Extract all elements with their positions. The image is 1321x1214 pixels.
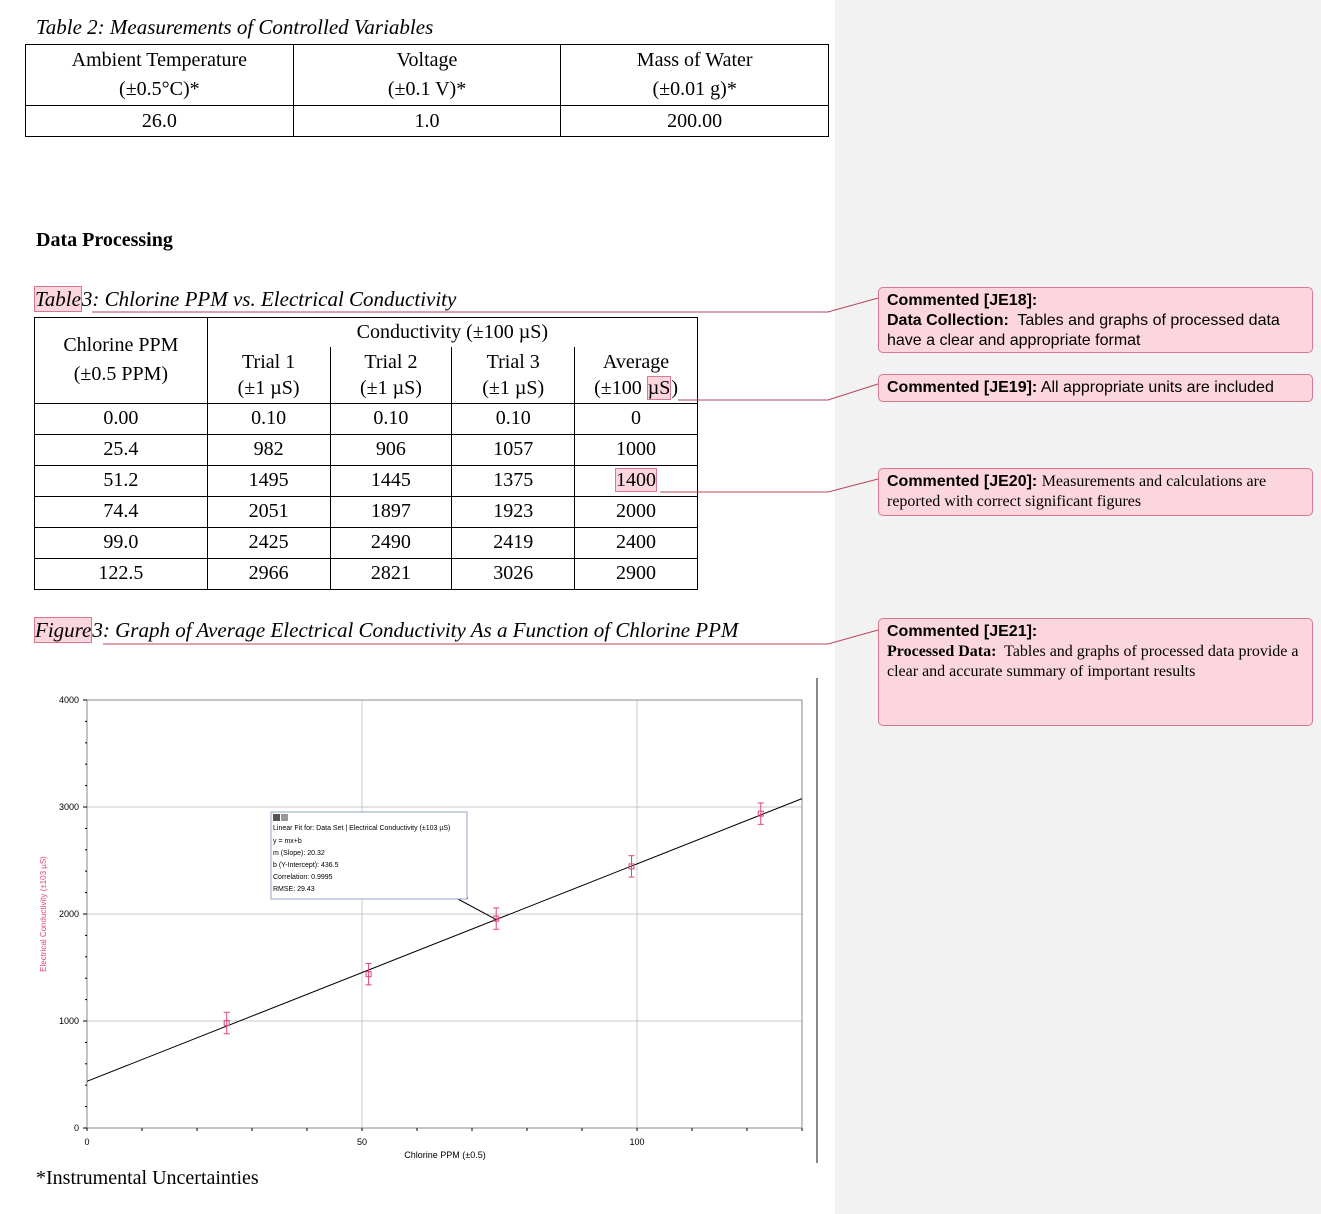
y-tick-label: 1000: [58, 1016, 79, 1026]
y-tick-label: 0: [73, 1123, 79, 1133]
table3-cell: 25.4: [35, 434, 208, 465]
comment-je18[interactable]: Commented [JE18]: Data Collection: Tables and graphs of processed data have a clear and appropriate format: [878, 287, 1313, 353]
table3-header-cell: Trial 3 (±1 µS): [452, 347, 575, 403]
comment-anchor-je20[interactable]: 1400: [616, 469, 657, 491]
table2-caption: Table 2: Measurements of Controlled Variables: [36, 15, 434, 39]
table3-header-cell: Chlorine PPM (±0.5 PPM): [35, 318, 208, 404]
table3-cell: 0.10: [330, 403, 452, 434]
footnote: *Instrumental Uncertainties: [36, 1167, 259, 1189]
connector-je18: [92, 298, 878, 312]
comment-anchor-je19[interactable]: µS: [647, 376, 671, 399]
y-tick-label: 2000: [58, 909, 79, 919]
table3-cell: 2000: [575, 496, 698, 527]
table3-caption: Table3: Chlorine PPM vs. Electrical Conductivity: [35, 287, 457, 311]
connector-je19: [678, 384, 878, 400]
connector-je20: [660, 479, 878, 492]
table3-cell: 0.00: [35, 403, 208, 434]
table3-cell: 74.4: [35, 496, 208, 527]
table3-cell: 2966: [207, 558, 330, 589]
x-tick-label: 100: [629, 1137, 645, 1147]
table2-header-cell: Ambient Temperature (±0.5°C)*: [26, 45, 294, 106]
comment-label: Commented [JE21]:: [887, 623, 1038, 640]
section-heading: Data Processing: [36, 229, 173, 251]
table3-cell: 2419: [452, 527, 575, 558]
table3-header-cell: Trial 2 (±1 µS): [330, 347, 452, 403]
y-axis-label: Electrical Conductivity (±103 µS): [39, 856, 48, 972]
table3-cell: 3026: [452, 558, 575, 589]
table3-cell: 0.10: [207, 403, 330, 434]
table3-header-cell: Average (±100 µS): [575, 347, 698, 403]
fit-box-line: b (Y-Intercept): 436.5: [273, 862, 339, 869]
table3-cell: 51.2: [35, 465, 208, 496]
table3-cell: 2400: [575, 527, 698, 558]
table2-header-cell: Voltage (±0.1 V)*: [293, 45, 561, 106]
x-tick-label: 50: [356, 1137, 368, 1147]
table3-cell: 1445: [330, 465, 452, 496]
table3-cell: 122.5: [35, 558, 208, 589]
table3-cell: 0.10: [452, 403, 575, 434]
table3-cell: 1897: [330, 496, 452, 527]
table3-cell: 2490: [330, 527, 452, 558]
table3-cell: 0: [575, 403, 698, 434]
table3-group-header: Conductivity (±100 µS): [207, 318, 697, 348]
table3-cell: 1923: [452, 496, 575, 527]
connector-je21: [103, 630, 878, 644]
table3-cell: 2425: [207, 527, 330, 558]
x-tick-label: 0: [84, 1137, 90, 1147]
table3-cell: 1375: [452, 465, 575, 496]
table3-cell: 906: [330, 434, 452, 465]
fit-box-line: RMSE: 29.43: [273, 886, 315, 893]
table3-cell: 1495: [207, 465, 330, 496]
table3-cell: 982: [207, 434, 330, 465]
table3-header-cell: Trial 1 (±1 µS): [207, 347, 330, 403]
fit-box-line: y = mx+b: [273, 838, 302, 845]
table3-cell: 2821: [330, 558, 452, 589]
table3-cell: 1000: [575, 434, 698, 465]
comment-je19[interactable]: Commented [JE19]: All appropriate units are included: [878, 374, 1313, 402]
table3-cell: 2051: [207, 496, 330, 527]
comment-je20[interactable]: Commented [JE20]: Measurements and calculations are reported with correct significant figures: [878, 468, 1313, 516]
fit-box-line: Correlation: 0.9995: [273, 874, 333, 881]
x-axis-label: Chlorine PPM (±0.5): [404, 1150, 486, 1160]
table2-cell: 1.0: [293, 106, 561, 137]
fit-box-header: Linear Fit for: Data Set | Electrical Conductivity (±103 µS): [273, 825, 451, 832]
comment-je21[interactable]: Commented [JE21]: Processed Data: Tables and graphs of processed data provide a clear and accurate summary of important results: [878, 618, 1313, 726]
y-tick-label: 3000: [58, 802, 79, 812]
comment-anchor-je21[interactable]: Figure: [35, 618, 92, 642]
table2-cell: 26.0: [26, 106, 294, 137]
table2-cell: 200.00: [561, 106, 829, 137]
comment-label: Commented [JE18]:: [887, 292, 1038, 309]
comment-label: Commented [JE19]:: [887, 379, 1038, 396]
comment-anchor-je18[interactable]: Table: [35, 287, 81, 311]
table3-cell: 1057: [452, 434, 575, 465]
table3-cell: 2900: [575, 558, 698, 589]
table3-cell: 99.0: [35, 527, 208, 558]
figure3-caption: Figure3: Graph of Average Electrical Conductivity As a Function of Chlorine PPM: [35, 618, 739, 642]
y-tick-label: 4000: [58, 695, 79, 705]
comment-label: Commented [JE20]:: [887, 473, 1038, 490]
table2-header-cell: Mass of Water (±0.01 g)*: [561, 45, 829, 106]
fit-box-line: m (Slope): 20.32: [273, 850, 325, 857]
